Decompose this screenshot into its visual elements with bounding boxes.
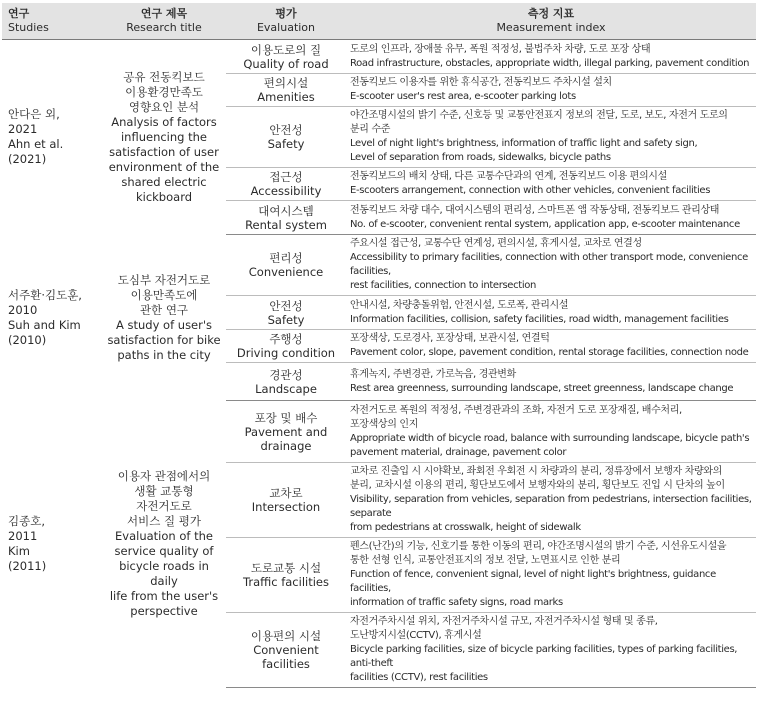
header-measure-en: Measurement index [496,21,606,34]
evaluation-table [2,3,756,688]
measurement-line: 전동킥보드의 배치 상태, 다른 교통수단과의 연계, 전동킥보드 이용 편의시설 [350,171,667,182]
measurement-line: 교차로 진출입 시 시야확보, 좌회전 우회전 시 차량과의 분리, 정류장에서 보행자 차량와의 [350,466,722,477]
research-title-line: satisfaction of user [109,144,219,159]
evaluation-line: Convenient facilities [253,643,319,671]
measurement-line: Appropriate width of bicycle road, balance with surrounding landscape, bicycle path's [350,432,750,444]
evaluation-line: Landscape [255,381,317,396]
evaluation-line: Safety [267,312,305,327]
measurement-cell [346,613,756,688]
measurement-line: 분리 수준 [350,124,391,135]
study-line: (2011) [8,559,47,573]
measurement-line: Accessibility to primary facilities, connection with other transport mode, convenience facilities, [350,252,748,277]
research-title-line: A study of user's [115,317,213,332]
header-studies [2,3,102,40]
evaluation-line: 주행성 [269,332,303,346]
measurement-line: 분리, 교차시설 이용의 편리, 횡단보도에서 보행자와의 분리, 횡단보도 진입 시 단차의 높이 [350,480,725,491]
evaluation-cell [226,538,346,613]
evaluation-cell [226,363,346,401]
header-eval-en: Evaluation [256,21,316,34]
research-title-line: 이용환경만족도 [125,84,203,99]
evaluation-line: drainage [260,438,312,453]
measurement-line: 야간조명시설의 밝기 수준, 신호등 및 교통안전표지 정보의 전달, 도로, 보도, 자전거 도로의 [350,110,728,121]
study-line: 2010 [8,302,38,317]
evaluation-line: Intersection [251,500,321,514]
study-line: 김종호, [8,514,45,528]
header-measure-ko: 측정 지표 [527,7,575,20]
measurement-cell [346,463,756,538]
evaluation-line: Rental system [245,217,327,232]
research-title-line: 자전거도로 [136,499,192,513]
evaluation-line: 포장 및 배수 [254,410,318,425]
table-row [2,401,756,463]
evaluation-line: 이용도로의 질 [250,42,322,57]
evaluation-cell [226,201,346,235]
header-evaluation [226,3,346,40]
measurement-line: 안내시설, 차량충돌위험, 안전시설, 도로폭, 관리시설 [350,299,569,311]
evaluation-line: 대여시스템 [258,203,314,218]
measurement-line: pavement material, drainage, pavement color [350,446,567,458]
measurement-line: 도난방지시설(CCTV), 휴게시설 [350,630,482,641]
measurement-line: E-scooter user's rest area, e-scooter parking lots [350,91,576,102]
measurement-line: 자전거도로 폭원의 적정성, 주변경관과의 조화, 자전거 도로 포장재질, 배수처리, [350,404,682,416]
measurement-line: Function of fence, convenient signal, level of night light's brightness, guidance facilities, [350,569,716,594]
header-measurement [346,3,756,40]
measurement-line: Information facilities, collision, safety facilities, road width, management facilities [350,313,729,325]
research-title-line: 이용만족도에 [130,287,198,302]
measurement-cell [346,201,756,235]
measurement-line: 통한 선형 인식, 교통안전표지의 정보 전달, 노면표시로 인한 분리 [350,555,621,566]
evaluation-line: 도로교통 시설 [250,561,322,575]
measurement-line: 도로의 인프라, 장애물 유무, 폭원 적정성, 불법주차 차량, 도로 포장 상태 [350,43,651,55]
evaluation-line: Accessibility [250,184,322,198]
research-title-line: shared electric [121,174,207,189]
research-title-cell [102,401,226,688]
measurement-line: E-scooters arrangement, connection with other vehicles, convenient facilities [350,185,711,196]
research-title-line: bicycle roads in daily [119,559,209,588]
header-eval-ko: 평가 [275,7,297,20]
measurement-line: rest facilities, connection to intersection [350,280,537,291]
evaluation-cell [226,235,346,296]
study-cell [2,235,102,401]
measurement-cell [346,330,756,363]
measurement-line: 전동킥보드 이용자를 위한 휴식공간, 전동킥보드 주차시설 설치 [350,77,612,88]
measurement-cell [346,401,756,463]
measurement-line: No. of e-scooter, convenient rental system, application app, e-scooter maintenance [350,218,740,230]
measurement-line: Level of separation from roads, sidewalks, bicycle paths [350,152,611,163]
measurement-cell [346,538,756,613]
research-title-line: satisfaction for bike [107,332,221,347]
research-title-line: influencing the [120,129,207,144]
evaluation-line: Quality of road [243,56,329,71]
measurement-line: 포장색상, 도로경사, 포장상태, 보관시설, 연결턱 [350,333,550,344]
study-line: (2021) [8,152,47,167]
header-studies-en: Studies [8,21,49,34]
measurement-line: 주요시설 접근성, 교통수단 연계성, 편의시설, 휴게시설, 교차로 연결성 [350,238,642,249]
header-studies-ko: 연구 [8,7,30,20]
evaluation-cell [226,168,346,201]
measurement-cell [346,363,756,401]
evaluation-line: 안전성 [269,298,303,313]
research-title-line: perspective [130,604,198,618]
measurement-line: Bicycle parking facilities, size of bicycle parking facilities, types of parking facilities, anti-theft [350,644,738,669]
study-line: Ahn et al. [8,137,64,152]
measurement-cell [346,168,756,201]
evaluation-line: Amenities [257,90,315,104]
study-line: Kim [8,544,30,558]
research-title-line: Evaluation of the [115,529,213,543]
evaluation-cell [226,463,346,538]
measurement-line: 펜스(난간)의 기능, 신호기를 통한 이동의 편리, 야간조명시설의 밝기 수준, 시선유도시설을 [350,541,727,552]
research-title-line: paths in the city [117,347,211,362]
study-cell [2,401,102,688]
research-title-line: Analysis of factors [111,114,217,129]
research-title-line: 도심부 자전거도로 [117,272,211,287]
research-title-line: environment of the [108,159,220,174]
evaluation-line: Pavement and [244,424,328,439]
measurement-cell [346,235,756,296]
study-line: 2021 [8,122,38,137]
evaluation-line: 편의시설 [263,76,309,90]
evaluation-cell [226,401,346,463]
study-line: 안다은 외, [8,107,60,122]
measurement-line: facilities (CCTV), rest facilities [350,672,488,683]
evaluation-line: Traffic facilities [243,575,329,589]
evaluation-line: 접근성 [269,170,303,184]
study-line: 2011 [8,529,38,543]
research-title-cell [102,40,226,235]
measurement-line: 휴게녹지, 주변경관, 가로녹음, 경관변화 [350,368,516,380]
research-title-line: 영향요인 분석 [128,99,200,114]
measurement-cell [346,296,756,330]
header-title-ko: 연구 제목 [140,7,188,20]
header-title-en: Research title [126,21,202,34]
evaluation-line: Convenience [248,265,324,279]
measurement-line: Rest area greenness, surrounding landscape, street greenness, landscape change [350,382,734,394]
evaluation-cell [226,330,346,363]
research-title-line: 생활 교통형 [134,484,194,498]
study-line: Suh and Kim [8,317,81,332]
measurement-line: information of traffic safety signs, road marks [350,597,563,608]
header-title [102,3,226,40]
table-row [2,235,756,296]
evaluation-line: 편리성 [269,251,303,265]
measurement-line: Road infrastructure, obstacles, appropriate width, illegal parking, pavement condition [350,57,750,69]
measurement-line: 전동킥보드 차량 대수, 대여시스템의 편리성, 스마트폰 앱 작동상태, 전동킥보드 관리상태 [350,204,720,216]
evaluation-line: 교차로 [269,486,303,500]
table-body [2,40,756,688]
evaluation-cell [226,613,346,688]
measurement-line: 자전거주차시설 위치, 자전거주차시설 규모, 자전거주차시설 형태 및 종류, [350,616,658,627]
research-title-line: kickboard [135,189,193,204]
evaluation-cell [226,107,346,168]
measurement-cell [346,40,756,74]
research-title-line: 이용자 관점에서의 [117,469,211,483]
study-cell [2,40,102,235]
evaluation-cell [226,74,346,107]
measurement-line: 포장색상의 인지 [350,418,418,430]
measurement-line: from pedestrians at crosswalk, height of sidewalk [350,522,581,533]
header-row [2,3,756,40]
evaluation-line: Driving condition [236,346,336,360]
evaluation-cell [226,296,346,330]
evaluation-line: 이용편의 시설 [250,629,322,643]
study-line: (2010) [8,332,47,347]
measurement-cell [346,107,756,168]
evaluation-line: Safety [267,137,305,151]
research-title-cell [102,235,226,401]
research-title-line: life from the user's [109,589,219,603]
table-row [2,40,756,74]
measurement-line: Visibility, separation from vehicles, separation from pedestrians, intersection facilities, separate [350,494,752,519]
research-title-line: service quality of [114,544,214,558]
research-title-line: 공유 전동킥보드 [123,69,205,84]
measurement-line: Level of night light's brightness, information of traffic light and safety sign, [350,138,698,149]
evaluation-cell [226,40,346,74]
research-title-line: 관한 연구 [139,302,189,317]
evaluation-line: 안전성 [269,123,303,137]
study-line: 서주환·김도훈, [8,287,82,302]
evaluation-line: 경관성 [269,367,303,382]
research-title-line: 서비스 질 평가 [127,514,201,528]
measurement-cell [346,74,756,107]
measurement-line: Pavement color, slope, pavement condition, rental storage facilities, connection node [350,347,749,358]
